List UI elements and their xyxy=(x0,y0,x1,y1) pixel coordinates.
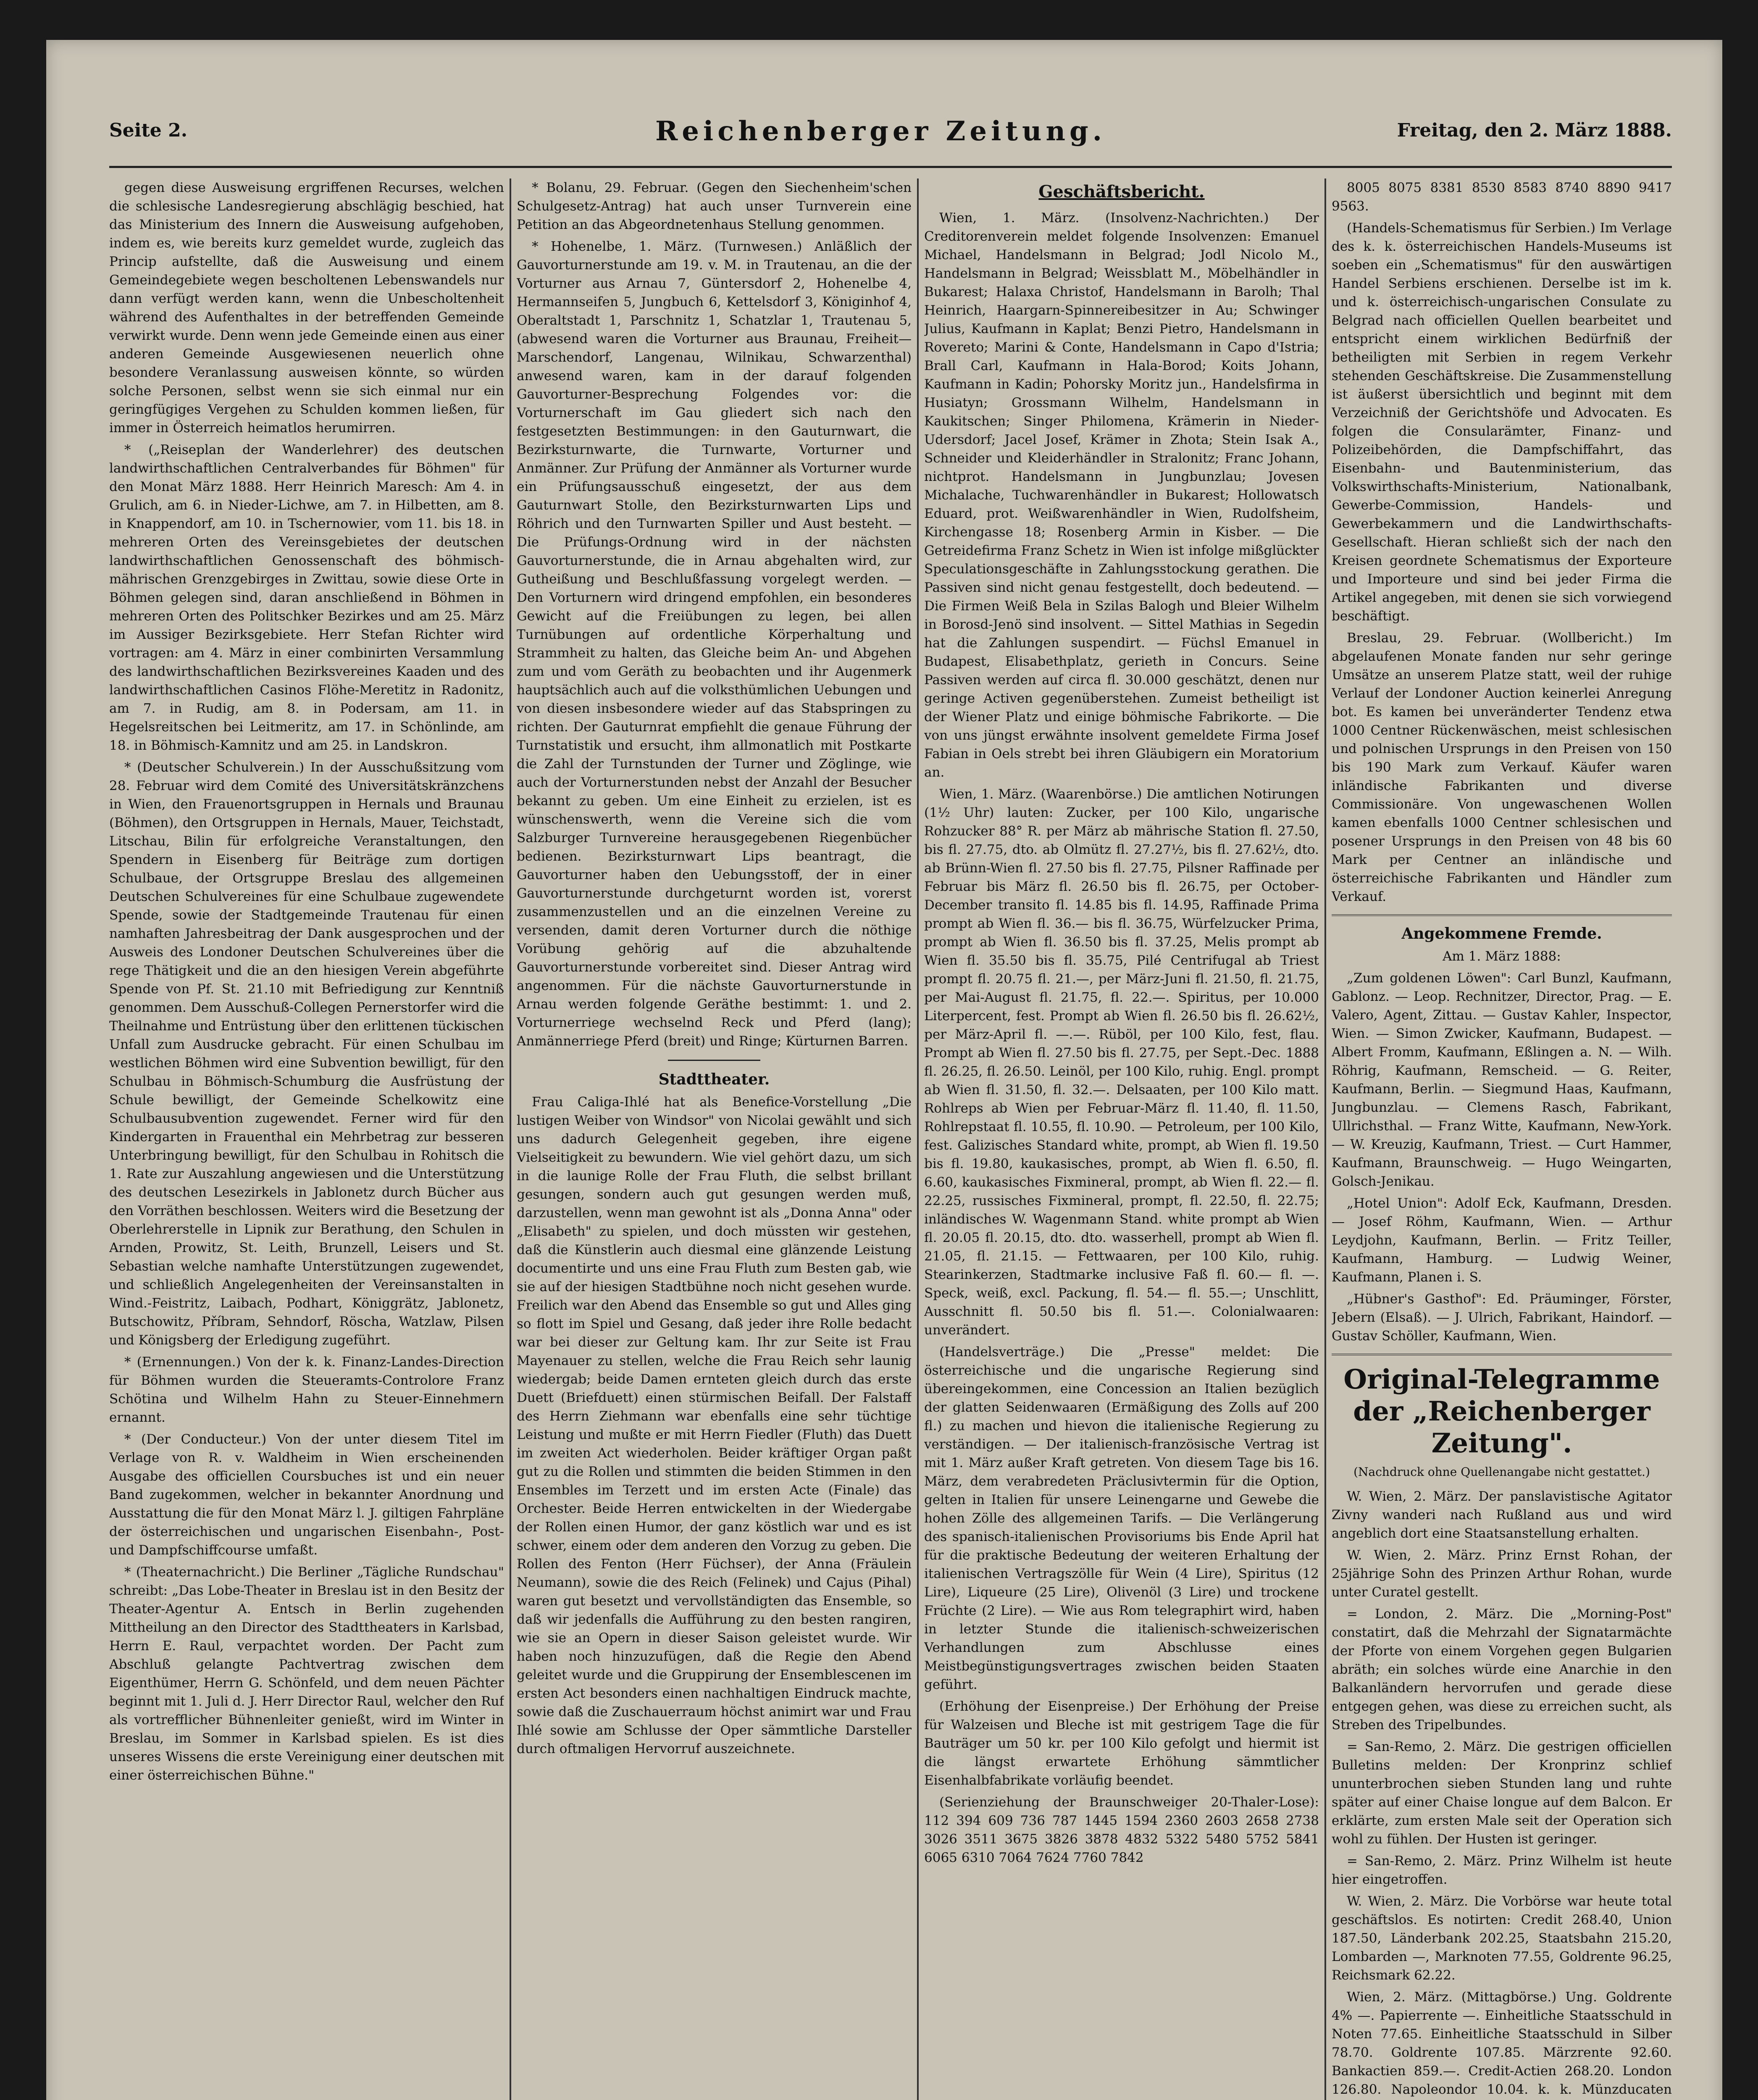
article-paragraph: (Handelsverträge.) Die „Presse" meldet: Die österreichische und die ungarische Regierung sind übereingekommen, eine Concession an Italien bezüglich der glatten Seidenwaaren (Ermäßigung des Zolls auf 200 fl.) zu machen und hievon die italienische Regierung zu verständigen. — Der italienisch-französische Vertrag ist mit 1. März außer Kraft getreten. Von diesem Tage bis 16. März, dem verabredeten Präclusivtermin für die Option, gelten in Italien für unsere Leinengarne und Gewebe die hohen Zölle des allgemeinen Tarifs. — Die Verlängerung des spanisch-italienischen Provisoriums bis Ende April hat für die praktische Bedeutung der weiteren Erhaltung der italienischen Vertragszölle für Wein (4 Lire), Spiritus (12 Lire), Liqueure (25 Lire), Olivenöl (3 Lire) und trockene Früchte (2 Lire). — Wie aus Rom telegraphirt wird, haben in letzter Stunde die italienisch-schweizerischen Verhandlungen zum Abschlusse eines Meistbegünstigungsvertrages zwischen beiden Staaten geführt. xyxy=(924,1344,1319,1692)
column-1 xyxy=(109,178,504,2100)
article-paragraph: * Hohenelbe, 1. März. (Turnwesen.) Anläßlich der Gauvorturnerstunde am 19. v. M. in Trautenau, an die der Vorturner aus Arnau 7, Güntersdorf 2, Hohenelbe 4, Hermannseifen 5, Jungbuch 6, Kettelsdorf 3, Königinhof 4, Oberaltstadt 1, Parschnitz 1, Schatzlar 1, Trautenau 5, (abwesend waren die Vorturner aus Braunau, Freiheit—Marschendorf, Langenau, Wilnikau, Schwarzenthal) anwesend waren, kam in der darauf folgenden Gauvorturner-Besprechung Folgendes vor: die Vorturnerschaft im Gau gliedert sich nach den festgesetzten Bestimmungen: in den Gauturnwart, die Bezirksturnwarte, die Turnwarte, Vorturner und Anmänner. Zur Prüfung der Anmänner als Vorturner wurde ein Prüfungsausschuß eingesetzt, der aus dem Gauturnwart Stolle, den Bezirksturnwarten Lips und Röhrich und den Turnwarten Spiller und Aust besteht. — Die Prüfungs-Ordnung wird in der nächsten Gauvorturnerstunde, die in Arnau abgehalten wird, zur Gutheißung und Beschlußfassung vorgelegt werden. — Den Vorturnern wird dringend empfohlen, ein besonderes Gewicht auf die Freiübungen zu legen, bei allen Turnübungen auf ordentliche Körperhaltung und Strammheit zu halten, das Gleiche beim An- und Abgehen zum und vom Geräth zu beobachten und ihr Augenmerk hauptsächlich auch auf die volksthümlichen Uebungen und von diesen insbesondere wieder auf das Stabspringen zu richten. Der Gauturnrat empfiehlt die genaue Führung der Turnstatistik und ersucht, ihm allmonatlich mit Postkarte die Zahl der Turnstunden der Turner und Zöglinge, wie auch der Vorturnerstunden nebst der Anzahl der Besucher bekannt zu geben. Um eine Einheit zu erzielen, ist es wünschenswerth, wenn die Vereine sich die vom Salzburger Turnvereine herausgegebenen Riegenbücher bedienen. Bezirksturnwart Lips beantragt, die Gauvorturner haben den Uebungsstoff, der in einer Gauvorturnerstunde durchgeturnt worden ist, vorerst zusammenzustellen und an die einzelnen Vereine zu versenden, damit deren Vorturner durch die nöthige Vorübung gehörig auf die abzuhaltende Gauvorturnerstunde vorbereitet sind. Dieser Antrag wird angenommen. Für die nächste Gauvorturnerstunde in Arnau werden folgende Geräthe bestimmt: 1. und 2. Vorturnerriege wechselnd Reck und Pferd (lang); Anmännerriege Pferd (breit) und Ringe; Kürturnen Barren. xyxy=(517,239,912,1049)
section-heading-theatre: Stadttheater. xyxy=(658,1071,770,1088)
newspaper-title: Reichenberger Zeitung. xyxy=(655,116,1106,147)
arrivals-entry: „Hotel Union": Adolf Eck, Kaufmann, Dresden. — Josef Röhm, Kaufmann, Wien. — Arthur Leydjohn, Kaufmann, Berlin. — Fritz Teiller, Kaufmann, Hamburg. — Ludwig Weiner, Kaufmann, Planen i. S. xyxy=(1332,1196,1672,1285)
telegram-item: W. Wien, 2. März. Die Vorbörse war heute total geschäftslos. Es notirten: Credit 268.40, Union 187.50, Länderbank 202.25, Staatsbahn 215.20, Lombarden —, Marknoten 77.55, Goldrente 96.25, Reichsmark 62.22. xyxy=(1332,1894,1672,1983)
issue-date: Freitag, den 2. März 1888. xyxy=(1397,120,1672,141)
section-separator xyxy=(1332,914,1672,916)
telegram-item: W. Wien, 2. März. Der panslavistische Agitator Zivny wanderi nach Rußland aus und wird angeblich dort eine Staatsanstellung erhalten. xyxy=(1332,1489,1672,1541)
section-heading-arrivals: Angekommene Fremde. xyxy=(1401,925,1602,942)
section-heading-business: Geschäftsbericht. xyxy=(1038,182,1205,202)
section-separator xyxy=(668,1060,760,1061)
arrivals-entry: „Zum goldenen Löwen": Carl Bunzl, Kaufmann, Gablonz. — Leop. Rechnitzer, Director, Prag. — E. Valero, Agent, Zittau. — Gustav Kahler, Inspector, Wien. — Simon Zwicker, Kaufmann, Budapest. — Albert Fromm, Kaufmann, Eßlingen a. N. — Wilh. Röhrig, Kaufmann, Remscheid. — G. Reiter, Kaufmann, Berlin. — Siegmund Haas, Kaufmann, Jungbunzlau. — Clemens Rasch, Fabrikant, Ullrichsthal. — Franz Witte, Kaufmann, New-York. — W. Kreuzig, Kaufmann, Triest. — Curt Hammer, Kaufmann, Braunschweig. — Hugo Weingarten, Golsch-Jenikau. xyxy=(1332,971,1672,1189)
article-paragraph: * (Theaternachricht.) Die Berliner „Tägliche Rundschau" schreibt: „Das Lobe-Theater in Breslau ist in den Besitz der Theater-Agentur A. Entsch in Berlin zugehenden Mittheilung an den Director des Stadttheaters in Karlsbad, Herrn E. Raul, verpachtet worden. Der Pacht zum Abschluß gelangte Pachtvertrag zwischen dem Eigenthümer, Herrn G. Schönfeld, und dem neuen Pächter beginnt mit 1. Juli d. J. Herr Director Raul, welcher den Ruf als vortrefflicher Bühnenleiter genießt, wird im Winter in Breslau, im Sommer in Karlsbad spielen. Es ist dies unseres Wissens die erste Vereinigung einer deutschen mit einer österreichischen Bühne." xyxy=(109,1564,504,1783)
masthead xyxy=(109,103,1672,168)
telegram-item: = San-Remo, 2. März. Die gestrigen officiellen Bulletins melden: Der Kronprinz schlief ununterbrochen sieben Stunden lang und ruhte später auf einer Chaise longue auf dem Balcon. Er erklärte, zum ersten Male seit der Operation sich wohl zu fühlen. Der Husten ist geringer. xyxy=(1332,1739,1672,1847)
telegram-item: W. Wien, 2. März. Prinz Ernst Rohan, der 25jährige Sohn des Prinzen Arthur Rohan, wurde unter Curatel gestellt. xyxy=(1332,1548,1672,1600)
telegram-item: = San-Remo, 2. März. Prinz Wilhelm ist heute hier eingetroffen. xyxy=(1332,1853,1672,1887)
newspaper-page xyxy=(46,40,1722,2100)
article-paragraph: Frau Caliga-Ihlé hat als Benefice-Vorstellung „Die lustigen Weiber von Windsor" von Nicolai gewählt und sich uns dadurch Gelegenheit gegeben, ihre eigene Vielseitigkeit zu bewundern. Wie viel gehört dazu, um sich in die launige Rolle der Frau Fluth, die selbst brillant gesungen, sondern auch gut gesungen werden muß, darzustellen, wenn man gewohnt ist als „Donna Anna" oder „Elisabeth" zu spielen, und doch müssten wir gestehen, daß die Künstlerin auch diesmal eine glänzende Leistung documentirte und uns eine Frau Fluth zum Besten gab, wie sie auf der hiesigen Stadtbühne noch nicht gesehen wurde. Freilich war den Abend das Ensemble so gut und Alles ging so flott im Spiel und Gesang, daß jeder ihre Rolle bedacht war bei dieser zur Geltung kam. Ihr zur Seite ist Frau Mayenauer zu stellen, welche die Frau Reich sehr launig wiedergab; beide Damen ernteten gleich durch das erste Duett (Briefduett) einen stürmischen Beifall. Der Falstaff des Herrn Ziehmann war ebenfalls eine sehr tüchtige Leistung und mußte er mit Herrn Fiedler (Fluth) das Duett im zweiten Act wiederholen. Beider kräftiger Organ paßt gut zu die Rollen und stimmten die beiden Stimmen in den Ensembles im Terzett und im ersten Acte (Finale) das Orchester. Beide Herren entwickelten in der Wiedergabe der Rollen einen Humor, der ganz köstlich war und es ist schwer, einem oder dem anderen den Vorzug zu geben. Die Rollen des Fenton (Herr Füchser), der Anna (Fräulein Neumann), sowie die des Reich (Felinek) und Cajus (Pihal) waren gut besetzt und vervollständigten das Ensemble, so daß wir jedenfalls die Aufführung zu den besten rangiren, wie sie an Opern in dieser Saison geleistet wurde. Wir haben noch hinzuzufügen, daß die Regie den Abend geleitet wurde und die Gruppirung der Ensemblescenen im ersten Act besonders einen nachhaltigen Eindruck machte, sowie daß die Zuschauerraum höchst animirt war und Frau Ihlé sowie am Schlusse der Oper sämmtliche Darsteller durch oftmaligen Hervorruf auszeichnete. xyxy=(517,1095,912,1756)
telegram-note: (Nachdruck ohne Quellenangabe nicht gestattet.) xyxy=(1353,1465,1650,1479)
column-4 xyxy=(1332,178,1672,2100)
article-paragraph: gegen diese Ausweisung ergriffenen Recurses, welchen die schlesische Landesregierung abschlägig beschied, hat das Ministerium des Innern die Ausweisung aufgehoben, indem es, wie bereits kurz gemeldet wurde, zugleich das Princip aufstellte, daß die Ausweisung und einem Gemeindegebiete wegen bescholtenen Lebenswandels nur dann verfügt werden kann, wenn die Unbescholtenheit während des Aufenthaltes in der betreffenden Gemeinde verwirkt wurde. Denn wenn jede Gemeinde einen aus einer anderen Gemeinde Ausgewiesenen neuerlich ohne besondere Veranlassung ausweisen könnte, so würden solche Personen, selbst wenn sie sich einmal nur ein geringfügiges Vergehen zu Schulden kommen ließen, für immer in Österreich heimatlos herumirren. xyxy=(109,180,504,436)
article-paragraph: * (Deutscher Schulverein.) In der Ausschußsitzung vom 28. Februar wird dem Comité des Universitätskränzchens in Wien, den Frauenortsgruppen in Hernals und Braunau (Böhmen), den Ortsgruppen in Hernals, Mauer, Teichstadt, Litschau, Bilin für erfolgreiche Veranstaltungen, den Spendern in Eisenberg für Beiträge zum dortigen Schulbaue, der Ortsgruppe Breslau des allgemeinen Deutschen Schulvereines für eine Schulbaue zugewendete Spende, sowie der Stadtgemeinde Trautenau für einen namhaften Jahresbeitrag der Dank ausgesprochen und der Ausweis des Londoner Deutschen Schulvereines über die rege Thätigkeit und die an den hiesigen Verein abgeführte Spende von Pf. St. 21.10 mit Befriedigung zur Kenntniß genommen. Dem Ausschuß-Collegen Pernerstorfer wird die Theilnahme und Entrüstung über den erlittenen tückischen Unfall zum Ausdrucke gebracht. Für einen Schulbau im westlichen Böhmen wird eine Subvention bewilligt, für den Schulbau in Böhmisch-Schumburg die Ausfrüstung der Schule bewilligt, der Gemeinde Schelkowitz eine Schulbausubvention zugewendet. Ferner wird für den Kindergarten in Frauenthal ein Mehrbetrag zur besseren Unterbringung bewilligt, für den Schulbau in Rohitsch die 1. Rate zur Auszahlung angewiesen und die Unterstützung des deutschen Lesezirkels in Jablonetz durch Bücher aus den Vorräthen beschlossen. Weiters wird die Besetzung der Oberlehrerstelle in Lipnik zur Berathung, den Schulen in Arnden, Prowitz, St. Leith, Brunzell, Leisers und St. Sebastian welche namhafte Unterstützungen zugewendet, und schließlich Angelegenheiten der Vereinsanstalten in Wind.-Feistritz, Laibach, Podhart, Königgrätz, Jablonetz, Butschowitz, Příbram, Sehndorf, Röscha, Watzlaw, Pilsen und Königsberg der Erledigung zugeführt. xyxy=(109,760,504,1348)
column-3 xyxy=(924,178,1319,2100)
arrivals-date: Am 1. März 1888: xyxy=(1443,949,1561,964)
article-paragraph: * („Reiseplan der Wanderlehrer) des deutschen landwirthschaftlichen Centralverbandes für Böhmen" für den Monat März 1888. Herr Heinrich Maresch: Am 4. in Grulich, am 6. in Nieder-Lichwe, am 7. in Hilbetten, am 8. in Knappendorf, am 10. in Tschernowier, vom 11. bis 18. in mehreren Orten des Vereinsgebietes der deutschen landwirthschaftlichen Genossenschaft des böhmisch-mährischen Grenzgebirges in Zwittau, sowie diese Orte in Böhmen gelegen sind, daran anschließend in Böhmen in mehreren Orten des Politschker Bezirkes und am 25. März im Aussiger Bezirksgebiete. Herr Stefan Richter wird vortragen: am 4. März in einer combinirten Versammlung des landwirthschaftlichen Bezirksvereines Kaaden und des landwirthschaftlichen Casinos Flöhe-Meretitz in Radonitz, am 7. in Rudig, am 8. in Podersam, am 11. in Hegelsreitschen bei Leitmeritz, am 17. in Schönlinde, am 18. in Böhmisch-Kamnitz und am 25. in Landskron. xyxy=(109,442,504,753)
column-divider xyxy=(1324,178,1326,2100)
article-paragraph: (Serienziehung der Braunschweiger 20-Thaler-Lose): 112 394 609 736 787 1445 1594 2360 2603 2658 2738 3026 3511 3675 3826 3878 4832 5322 5480 5752 5841 6065 6310 7064 7624 7760 7842 xyxy=(924,1795,1319,1865)
article-paragraph: * (Ernennungen.) Von der k. k. Finanz-Landes-Direction für Böhmen wurden die Steueramts-Controlore Franz Schötina und Wilhelm Hahn zu Steuer-Einnehmern ernannt. xyxy=(109,1354,504,1425)
column-2 xyxy=(517,178,912,2100)
article-paragraph: * (Der Conducteur.) Von der unter diesem Titel im Verlage von R. v. Waldheim in Wien erscheinenden Ausgabe des officiellen Coursbuches ist und ein neuer Band zugekommen, welcher in bekannter Anordnung und Ausstattung die für den Monat März l. J. giltigen Fahrpläne der österreichischen und ungarischen Eisenbahn-, Post- und Dampfschiffcourse umfaßt. xyxy=(109,1432,504,1558)
article-paragraph: 8005 8075 8381 8530 8583 8740 8890 9417 9563. xyxy=(1332,180,1672,214)
column-divider xyxy=(917,178,919,2100)
arrivals-entry: „Hübner's Gasthof": Ed. Präuminger, Förster, Jebern (Elsaß). — J. Ulrich, Fabrikant, Haindorf. — Gustav Schöller, Kaufmann, Wien. xyxy=(1332,1292,1672,1344)
telegram-item: Wien, 2. März. (Mittagbörse.) Ung. Goldrente 4% —. Papierrente —. Einheitliche Staatsschuld in Noten 77.65. Einheitliche Staatsschuld in Silber 78.70. Goldrente 107.85. Märzrente 92.60. Bankactien 859.—. Credit-Actien 268.20. London 126.80. Napoleondor 10.04. k. k. Münzducaten xyxy=(1332,1990,1672,2097)
article-paragraph: Wien, 1. März. (Insolvenz-Nachrichten.) Der Creditorenverein meldet folgende Insolvenzen: Emanuel Michael, Handelsmann in Belgrad; Jodl Nicolo M., Handelsmann in Belgrad; Weissblatt M., Möbelhändler in Bukarest; Halaxa Christof, Handelsmann in Barolh; Thal Heinrich, Haargarn-Spinnereibesitzer in Au; Schwinger Julius, Kaufmann in Kaplat; Benzi Pietro, Handelsmann in Rovereto; Marini & Conte, Handelsmann in Capo d'Istria; Brall Carl, Kaufmann in Hala-Borod; Koits Johann, Kaufmann in Kadin; Pohorsky Moritz jun., Handelsfirma in Husiatyn; Grossmann Wilhelm, Handelsmann in Kaukitschen; Singer Philomena, Krämerin in Nieder-Udersdorf; Jacel Josef, Krämer in Zhota; Stein Isak A., Schneider und Kleiderhändler in Stralonitz; Franc Johann, nichtprot. Handelsmann in Jungbunzlau; Jovesen Michalache, Tuchwarenhändler in Bukarest; Hollowatsch Eduard, prot. Weißwarenhändler in Wien, Rudolfsheim, Kirchengasse 18; Rosenberg Armin in Kisber. — Die Getreidefirma Franz Schetz in Wien ist infolge mißglückter Speculationsgeschäfte in Zahlungsstockung gerathen. Die Passiven sind nicht genau festgestellt, doch bedeutend. — Die Firmen Weiß Bela in Szilas Balogh und Bleier Wilhelm in Borosd-Jenö sind insolvent. — Sittel Mathias in Segedin hat die Zahlungen suspendirt. — Füchsl Emanuel in Budapest, Elisabethplatz, gerieth in Concurs. Seine Passiven werden auf circa fl. 30.000 geschätzt, denen nur geringe Activen gegenüberstehen. Zumeist betheiligt ist der Wiener Platz und einige böhmische Fabrikorte. — Die von uns jüngst erwähnte insolvent gemeldete Firma Josef Fabian in Oels strebt bei ihren Gläubigern ein Moratorium an. xyxy=(924,210,1319,780)
section-separator xyxy=(1332,1354,1672,1355)
article-paragraph: * Bolanu, 29. Februar. (Gegen den Siechenheim'schen Schulgesetz-Antrag) hat auch unser Turnverein eine Petition an das Abgeordnetenhaus Stellung genommen. xyxy=(517,180,912,232)
telegram-item: = London, 2. März. Die „Morning-Post" constatirt, daß die Mehrzahl der Signatarmächte der Pforte von einem Vorgehen gegen Bulgarien abräth; ein solches würde eine Anarchie in den Balkanländern hervorrufen und gerade diese entgegen gehen, was diese zu erreichen sucht, als Streben des Tripelbundes. xyxy=(1332,1606,1672,1732)
page-number: Seite 2. xyxy=(109,120,188,141)
column-divider xyxy=(510,178,511,2100)
article-paragraph: (Erhöhung der Eisenpreise.) Der Erhöhung der Preise für Walzeisen und Bleche ist mit gestrigem Tage die für Bauträger um 50 kr. per 100 Kilo gefolgt und hiermit ist die längst erwartete Erhöhung sämmtlicher Eisenhalbfabrikate vorläufig beendet. xyxy=(924,1699,1319,1788)
telegram-section-title: Original-Telegramme der „Reichenberger Zeitung". xyxy=(1343,1364,1660,1459)
article-paragraph: (Handels-Schematismus für Serbien.) Im Verlage des k. k. österreichischen Handels-Museums ist soeben ein „Schematismus" für den auswärtigen Handel Serbiens erschienen. Derselbe ist im k. und k. österreichisch-ungarischen Consulate zu Belgrad nach officiellen Quellen bearbeitet und entspricht einem wirklichen Bedürfniß der betheiligten mit Serbien in regem Verkehr stehenden Geschäftskreise. Die Zusammenstellung ist äußerst übersichtlich und beginnt mit dem Verzeichniß der Gerichtshöfe und Advocaten. Es folgen die Consularämter, Finanz- und Polizeibehörden, die Dampfschiffahrt, das Eisenbahn- und Bautenministerium, das Volkswirthschafts-Ministerium, Nationalbank, Gewerbe-Commission, Handels- und Gewerbekammern und die Landwirthschafts-Gesellschaft. Hieran schließt sich der nach den Kreisen geordnete Schematismus der Exporteure und Importeure und sind bei jeder Firma die Artikel angegeben, mit denen sie sich vorwiegend beschäftigt. xyxy=(1332,220,1672,624)
article-paragraph: Breslau, 29. Februar. (Wollbericht.) Im abgelaufenen Monate fanden nur sehr geringe Umsätze an unserem Platze statt, weil der ruhige Verlauf der Londoner Auction keinerlei Anregung bot. Es kamen bei unveränderter Tendenz etwa 1000 Centner Rückenwäschen, meist schlesischen und polnischen Ursprungs in den Preisen von 150 bis 190 Mark zum Verkauf. Käufer waren inländische Fabrikanten und diverse Commissionäre. Von ungewaschenen Wollen kamen ebenfalls 1000 Centner schlesischen und posener Ursprungs in den Preisen von 48 bis 60 Mark per Centner an inländische und österreichische Fabrikanten und Händler zum Verkauf. xyxy=(1332,630,1672,904)
article-paragraph: Wien, 1. März. (Waarenbörse.) Die amtlichen Notirungen (1½ Uhr) lauten: Zucker, per 100 Kilo, ungarische Rohzucker 88° R. per März ab mährische Station fl. 27.50, bis fl. 27.75, dto. ab Olmütz fl. 27.27½, bis fl. 27.62½, dto. ab Brünn-Wien fl. 27.50 bis fl. 27.75, Pilsner Raffinade per Februar bis März fl. 26.50 bis fl. 26.75, per October-December transito fl. 14.85 bis fl. 14.95, Raffinade Prima prompt ab Wien fl. 36.— bis fl. 36.75, Würfelzucker Prima, prompt ab Wien fl. 36.50 bis fl. 37.25, Melis prompt ab Wien fl. 35.50 bis fl. 35.75, Pilé Centrifugal ab Triest prompt fl. 20.75 fl. 21.—, per März-Juni fl. 21.50, fl. 21.75, per Mai-August fl. 21.75, fl. 22.—. Spiritus, per 10.000 Literpercent, fest. Prompt ab Wien fl. 26.50 bis fl. 26.62½, per März-April fl. —.—. Rüböl, per 100 Kilo, fest, flau. Prompt ab Wien fl. 27.50 bis fl. 27.75, per Sept.-Dec. 1888 fl. 26.25, fl. 26.50. Leinöl, per 100 Kilo, ruhig. Engl. prompt ab Wien fl. 31.50, fl. 32.—. Delsaaten, per 100 Kilo matt. Rohlreps ab Wien per Februar-März fl. 11.40, fl. 11.50, Rohlrepstaat fl. 10.55, fl. 10.90. — Petroleum, per 100 Kilo, fest. Galizisches Standard white, prompt, ab Wien fl. 19.50 bis fl. 19.80, kaukasisches, prompt, ab Wien fl. 6.50, fl. 6.60, kaukasisches Fixmineral, prompt, ab Wien fl. 22.— fl. 22.25, russisches Fixmineral, prompt, fl. 22.50, fl. 22.75; inländisches W. Wagenmann Stand. white prompt ab Wien fl. 20.05 fl. 20.15, dto. dto. wasserhell, prompt ab Wien fl. 21.05, fl. 21.15. — Fettwaaren, per 100 Kilo, ruhig. Stearinkerzen, Stadtmarke inclusive Faß fl. 60.— fl. —. Speck, weiß, excl. Packung, fl. 54.— fl. 55.—; Unschlitt, Ausschnitt fl. 50.50 bis fl. 51.—. Colonialwaaren: unverändert. xyxy=(924,787,1319,1338)
